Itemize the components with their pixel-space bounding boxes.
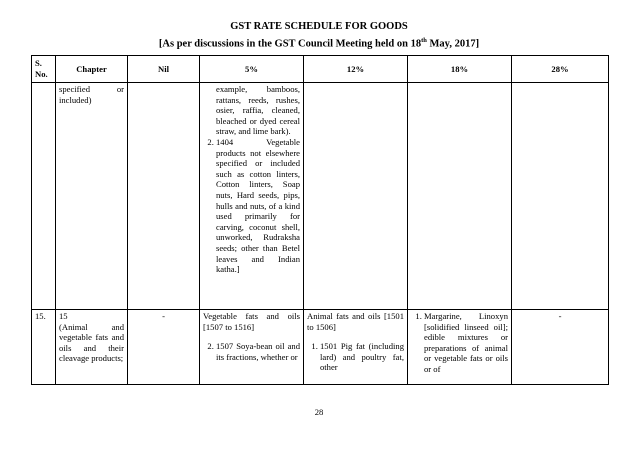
cell-18pct [408, 83, 512, 310]
rate-list [411, 311, 508, 375]
table-header-row [32, 56, 609, 83]
group-heading: Vegetable fats and oils [1507 to 1516] [203, 311, 300, 332]
page-header [0, 20, 638, 52]
subtitle-text-post: May, 2017] [426, 38, 480, 50]
column-header-5pct: 5% [200, 56, 304, 83]
page-title: GST RATE SCHEDULE FOR GOODS [230, 21, 408, 32]
gst-rate-table [31, 55, 609, 385]
group-heading: Animal fats and oils [1501 to 1506] [307, 311, 404, 332]
page-subtitle [0, 34, 638, 52]
rate-list [307, 341, 404, 373]
list-item: 2. 1507 Soya-bean oil and its fractions, whether or [216, 341, 300, 362]
column-header-28pct: 28% [512, 56, 609, 83]
cell-sno: 15. [32, 310, 56, 385]
cell-12pct [304, 83, 408, 310]
column-header-chapter: Chapter [56, 56, 128, 83]
cell-12pct [304, 310, 408, 385]
page-number: 28 [314, 407, 324, 417]
cell-28pct: - [512, 310, 609, 385]
table-row [32, 310, 609, 385]
cell-chapter: specified or included) [56, 83, 128, 310]
column-header-18pct: 18% [408, 56, 512, 83]
rate-list [203, 341, 300, 362]
rate-list [203, 137, 300, 275]
cell-5pct [200, 83, 304, 310]
cell-28pct [512, 83, 609, 310]
list-item: 1. Margarine, Linoxyn [solidified linseed oil]; edible mixtures or preparations of animal or vegetable fats or oils or of [424, 311, 508, 375]
subtitle-superscript: th [421, 37, 427, 44]
cell-sno [32, 83, 56, 310]
cell-chapter [56, 310, 128, 385]
cell-5pct [200, 310, 304, 385]
cell-nil [128, 83, 200, 310]
chapter-number: 15 [59, 311, 68, 321]
chapter-description: (Animal and vegetable fats and oils and their cleavage products; [59, 321, 124, 364]
column-header-nil: Nil [128, 56, 200, 83]
table-row [32, 83, 609, 310]
cell-nil: - [128, 310, 200, 385]
column-header-12pct: 12% [304, 56, 408, 83]
continued-text: example, bamboos, rattans, reeds, rushes, osier, raffia, cleaned, bleached or dyed cereal straw, and lime bark). [216, 84, 300, 137]
cell-18pct [408, 310, 512, 385]
column-header-sno: S. No. [32, 56, 56, 83]
list-item: 1. 1501 Pig fat (including lard) and poultry fat, other [320, 341, 404, 373]
subtitle-text-pre: [As per discussions in the GST Council Meeting held on 18 [158, 38, 422, 50]
list-item: 2. 1404 Vegetable products not elsewhere specified or included such as cotton linters, Cotton linters, Soap nuts, Hard seeds, pips, hulls and nuts, of a kind used primarily for carving, coconut shell, unworked, Rudraksha seeds; other than Betel leaves and Indian katha.] [216, 137, 300, 275]
